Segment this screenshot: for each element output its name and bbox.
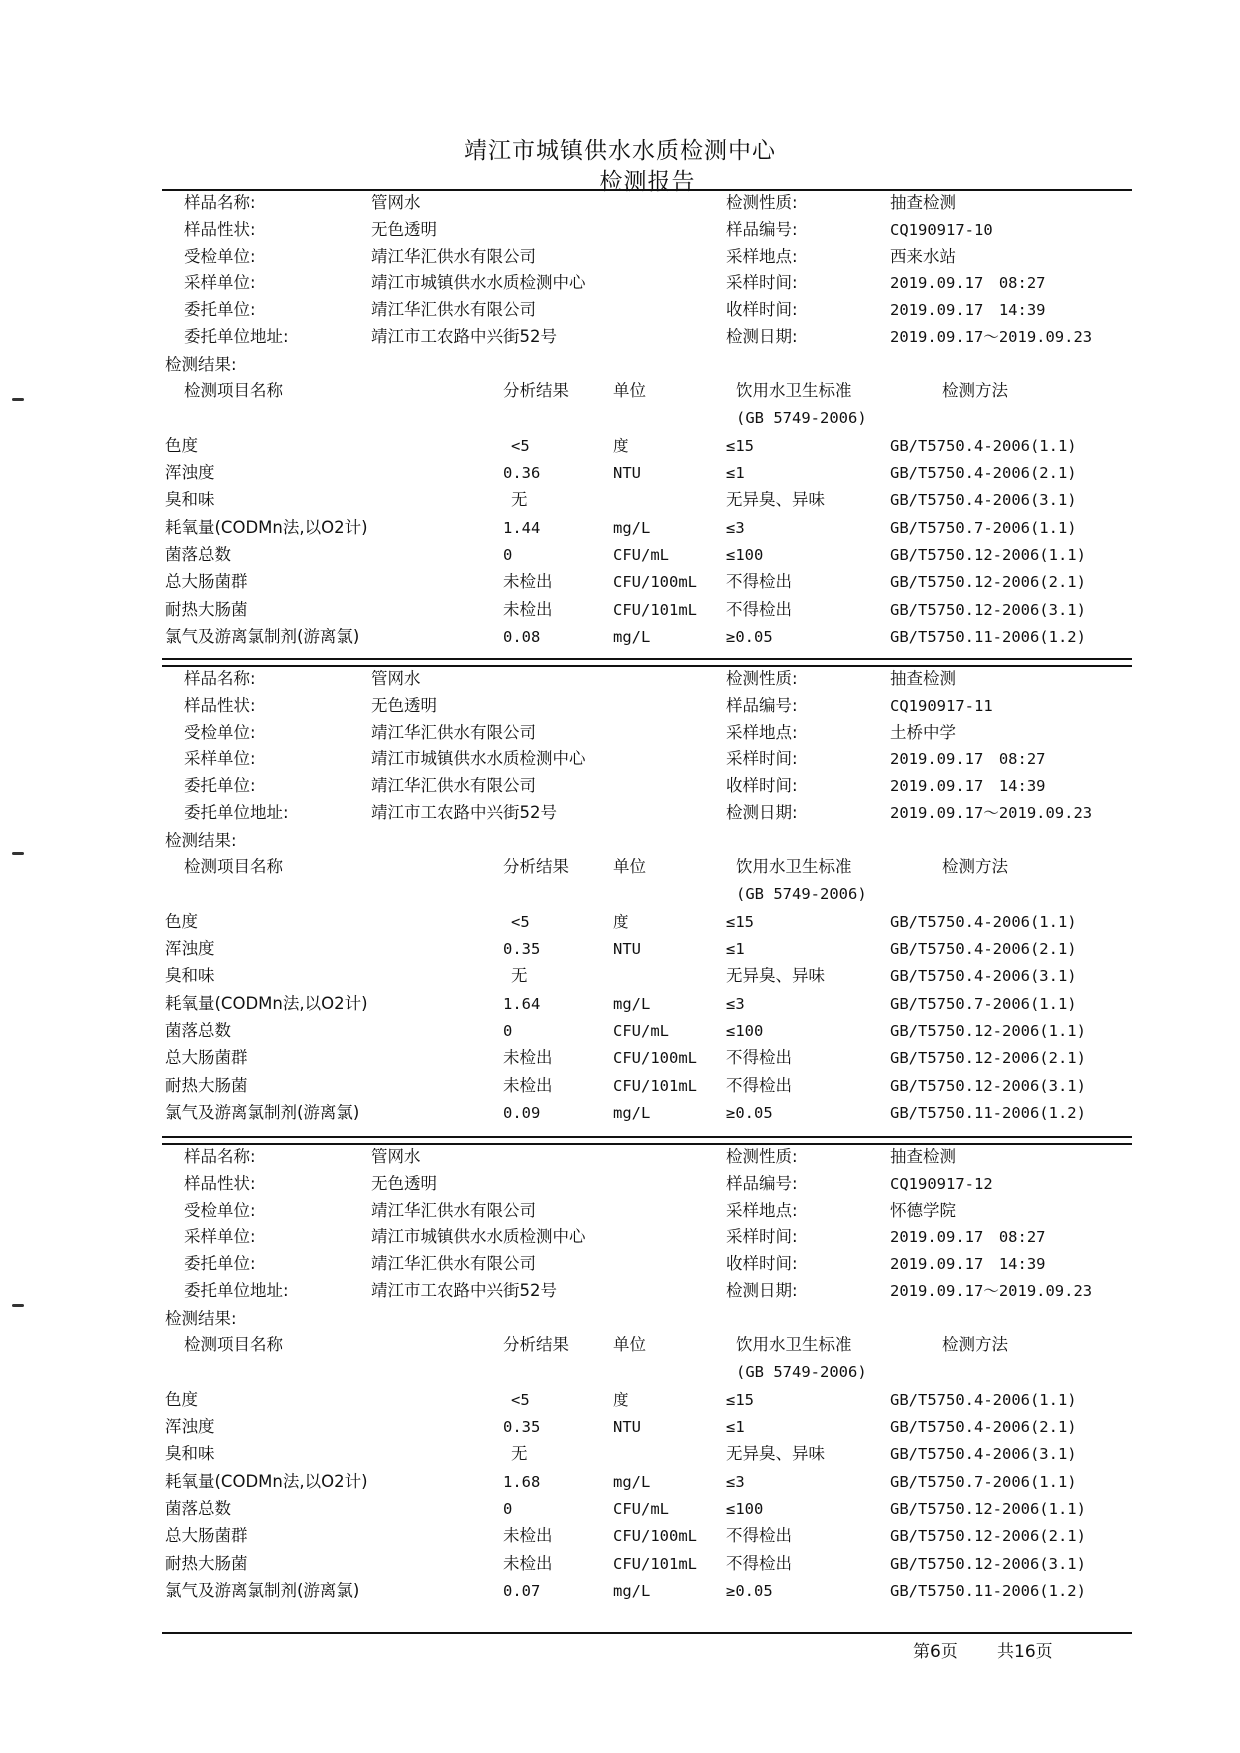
cell-result: 1.64 xyxy=(503,994,541,1013)
col-header-item: 检测项目名称 xyxy=(184,1334,283,1354)
value-sample-state: 无色透明 xyxy=(371,1173,437,1193)
label-receipt-time: 收样时间: xyxy=(726,300,798,320)
cell-result: 未检出 xyxy=(503,599,553,619)
section-rule xyxy=(162,665,1132,667)
cell-standard: ≤3 xyxy=(726,994,745,1013)
results-heading: 检测结果: xyxy=(165,830,237,850)
label-inspected-unit: 受检单位: xyxy=(184,246,256,266)
cell-method: GB/T5750.4-2006(3.1) xyxy=(890,491,1077,510)
label-test-nature: 检测性质: xyxy=(726,1147,798,1166)
value-sampling-time: 2019.09.17 08:27 xyxy=(890,1228,1046,1247)
cell-result: 未检出 xyxy=(503,572,553,592)
value-sample-name: 管网水 xyxy=(371,1147,421,1166)
cell-item: 耗氧量(CODMn法,以O2计) xyxy=(165,993,368,1013)
cell-result: 无 xyxy=(511,490,528,510)
cell-item: 臭和味 xyxy=(165,1444,215,1464)
value-test-date: 2019.09.17～2019.09.23 xyxy=(890,328,1093,346)
col-header-standard: 饮用水卫生标准 xyxy=(736,380,852,400)
col-header-unit: 单位 xyxy=(613,856,646,876)
label-inspected-unit: 受检单位: xyxy=(184,722,256,742)
section-rule xyxy=(162,658,1132,660)
cell-method: GB/T5750.12-2006(3.1) xyxy=(890,1076,1086,1095)
cell-standard: 不得检出 xyxy=(726,1526,792,1546)
cell-result: <5 xyxy=(511,912,530,931)
label-client-unit: 委托单位: xyxy=(184,300,256,320)
cell-unit: mg/L xyxy=(613,518,651,537)
cell-item: 臭和味 xyxy=(165,490,215,510)
cell-standard: 不得检出 xyxy=(726,599,792,619)
value-receipt-time: 2019.09.17 14:39 xyxy=(890,777,1046,796)
col-header-standard-ref: (GB 5749-2006) xyxy=(736,1362,867,1381)
value-sample-name: 管网水 xyxy=(371,193,421,212)
label-sampling-unit: 采样单位: xyxy=(184,273,256,293)
cell-unit: mg/L xyxy=(613,627,651,646)
report-title: 检测报告 xyxy=(599,169,696,195)
value-sample-name: 管网水 xyxy=(371,669,421,688)
cell-result: 0 xyxy=(503,1022,513,1040)
label-sampling-site: 采样地点: xyxy=(726,722,798,742)
cell-item: 总大肠菌群 xyxy=(165,572,248,592)
col-header-unit: 单位 xyxy=(613,380,646,400)
label-sample-name: 样品名称: xyxy=(184,193,256,212)
value-sample-no: CQ190917-11 xyxy=(890,696,993,715)
label-client-address: 委托单位地址: xyxy=(184,803,289,822)
label-sample-state: 样品性状: xyxy=(184,219,256,239)
cell-unit: 度 xyxy=(613,1390,629,1409)
cell-unit: mg/L xyxy=(613,994,651,1013)
cell-standard: ≤3 xyxy=(726,518,745,537)
cell-standard: 不得检出 xyxy=(726,1048,792,1068)
cell-unit: CFU/100mL xyxy=(613,1527,697,1546)
cell-method: GB/T5750.4-2006(1.1) xyxy=(890,912,1077,931)
cell-result: 1.68 xyxy=(503,1472,541,1491)
cell-method: GB/T5750.12-2006(1.1) xyxy=(890,546,1086,564)
cell-result: 0.09 xyxy=(503,1103,541,1122)
value-sample-no: CQ190917-10 xyxy=(890,220,993,239)
org-title: 靖江市城镇供水水质检测中心 xyxy=(464,138,776,164)
results-heading: 检测结果: xyxy=(165,354,237,374)
cell-result: 未检出 xyxy=(503,1526,553,1546)
col-header-method: 检测方法 xyxy=(942,380,1008,400)
label-test-nature: 检测性质: xyxy=(726,669,798,688)
cell-item: 耐热大肠菌 xyxy=(165,599,248,619)
cell-standard: ≥0.05 xyxy=(726,1103,773,1122)
cell-standard: ≤15 xyxy=(726,912,754,931)
value-sampling-time: 2019.09.17 08:27 xyxy=(890,750,1046,769)
cell-result: 0.36 xyxy=(503,464,541,483)
cell-item: 氯气及游离氯制剂(游离氯) xyxy=(165,1102,360,1122)
cell-method: GB/T5750.11-2006(1.2) xyxy=(890,1103,1086,1122)
col-header-standard-ref: (GB 5749-2006) xyxy=(736,408,867,427)
results-heading: 检测结果: xyxy=(165,1308,237,1328)
cell-method: GB/T5750.12-2006(2.1) xyxy=(890,1527,1086,1546)
col-header-method: 检测方法 xyxy=(942,856,1008,876)
cell-result: 未检出 xyxy=(503,1553,553,1573)
cell-result: 0.07 xyxy=(503,1581,541,1600)
label-test-date: 检测日期: xyxy=(726,803,798,822)
cell-standard: ≤15 xyxy=(726,436,754,455)
cell-standard: 无异臭、异味 xyxy=(726,966,825,986)
cell-standard: ≥0.05 xyxy=(726,627,773,646)
col-header-item: 检测项目名称 xyxy=(184,856,283,876)
value-client-address: 靖江市工农路中兴街52号 xyxy=(371,327,557,346)
value-inspected-unit: 靖江华汇供水有限公司 xyxy=(371,246,536,266)
cell-standard: ≤1 xyxy=(726,1418,745,1437)
label-sample-no: 样品编号: xyxy=(726,1173,798,1193)
label-test-date: 检测日期: xyxy=(726,327,798,346)
value-inspected-unit: 靖江华汇供水有限公司 xyxy=(371,722,536,742)
page-total: 共16页 xyxy=(997,1642,1053,1662)
value-client-address: 靖江市工农路中兴街52号 xyxy=(371,803,557,822)
cell-unit: mg/L xyxy=(613,1472,651,1491)
value-test-nature: 抽查检测 xyxy=(890,669,956,688)
cell-item: 色度 xyxy=(165,911,198,931)
cell-standard: 不得检出 xyxy=(726,1075,792,1095)
value-client-unit: 靖江华汇供水有限公司 xyxy=(371,1254,536,1274)
cell-method: GB/T5750.4-2006(3.1) xyxy=(890,967,1077,986)
label-receipt-time: 收样时间: xyxy=(726,776,798,796)
cell-result: 0.35 xyxy=(503,940,541,959)
value-sampling-unit: 靖江市城镇供水水质检测中心 xyxy=(371,273,586,293)
label-client-unit: 委托单位: xyxy=(184,1254,256,1274)
value-sampling-time: 2019.09.17 08:27 xyxy=(890,274,1046,293)
cell-method: GB/T5750.4-2006(2.1) xyxy=(890,1418,1077,1437)
cell-standard: ≤100 xyxy=(726,546,764,564)
cell-result: 1.44 xyxy=(503,518,541,537)
cell-item: 氯气及游离氯制剂(游离氯) xyxy=(165,626,360,646)
cell-item: 菌落总数 xyxy=(165,1499,231,1518)
cell-method: GB/T5750.12-2006(1.1) xyxy=(890,1500,1086,1518)
cell-method: GB/T5750.7-2006(1.1) xyxy=(890,994,1077,1013)
cell-result: 无 xyxy=(511,1444,528,1464)
cell-item: 氯气及游离氯制剂(游离氯) xyxy=(165,1580,360,1600)
label-sample-name: 样品名称: xyxy=(184,669,256,688)
value-receipt-time: 2019.09.17 14:39 xyxy=(890,1255,1046,1274)
cell-standard: ≤100 xyxy=(726,1500,764,1518)
cell-method: GB/T5750.4-2006(1.1) xyxy=(890,1390,1077,1409)
cell-unit: CFU/mL xyxy=(613,546,669,564)
col-header-item: 检测项目名称 xyxy=(184,380,283,400)
cell-result: 0 xyxy=(503,1500,513,1518)
label-sampling-unit: 采样单位: xyxy=(184,1227,256,1247)
cell-method: GB/T5750.4-2006(1.1) xyxy=(890,436,1077,455)
value-sampling-unit: 靖江市城镇供水水质检测中心 xyxy=(371,1227,586,1247)
cell-method: GB/T5750.4-2006(2.1) xyxy=(890,464,1077,483)
cell-unit: CFU/101mL xyxy=(613,600,697,619)
cell-item: 耐热大肠菌 xyxy=(165,1075,248,1095)
cell-method: GB/T5750.12-2006(1.1) xyxy=(890,1022,1086,1040)
cell-method: GB/T5750.4-2006(2.1) xyxy=(890,940,1077,959)
cell-result: <5 xyxy=(511,436,530,455)
cell-item: 色度 xyxy=(165,1389,198,1409)
label-sample-no: 样品编号: xyxy=(726,219,798,239)
cell-standard: ≤15 xyxy=(726,1390,754,1409)
footer-rule xyxy=(162,1632,1132,1634)
cell-method: GB/T5750.12-2006(2.1) xyxy=(890,573,1086,592)
value-test-date: 2019.09.17～2019.09.23 xyxy=(890,1282,1093,1300)
value-client-unit: 靖江华汇供水有限公司 xyxy=(371,776,536,796)
cell-unit: CFU/mL xyxy=(613,1022,669,1040)
section-rule xyxy=(162,1136,1132,1138)
cell-unit: CFU/101mL xyxy=(613,1076,697,1095)
cell-standard: 无异臭、异味 xyxy=(726,1444,825,1464)
label-test-date: 检测日期: xyxy=(726,1281,798,1300)
cell-item: 耗氧量(CODMn法,以O2计) xyxy=(165,1471,368,1491)
value-test-date: 2019.09.17～2019.09.23 xyxy=(890,804,1093,822)
cell-method: GB/T5750.12-2006(2.1) xyxy=(890,1049,1086,1068)
value-sampling-site: 怀德学院 xyxy=(890,1200,956,1220)
cell-unit: NTU xyxy=(613,940,641,959)
value-sampling-site: 西来水站 xyxy=(890,246,956,266)
value-test-nature: 抽查检测 xyxy=(890,193,956,212)
cell-item: 耐热大肠菌 xyxy=(165,1553,248,1573)
cell-item: 耗氧量(CODMn法,以O2计) xyxy=(165,517,368,537)
label-sampling-time: 采样时间: xyxy=(726,273,798,293)
cell-item: 总大肠菌群 xyxy=(165,1048,248,1068)
cell-item: 浑浊度 xyxy=(165,1417,215,1437)
label-sample-state: 样品性状: xyxy=(184,695,256,715)
value-sampling-site: 土桥中学 xyxy=(890,722,956,742)
cell-unit: CFU/mL xyxy=(613,1500,669,1518)
cell-unit: 度 xyxy=(613,436,629,455)
label-client-unit: 委托单位: xyxy=(184,776,256,796)
cell-result: 无 xyxy=(511,966,528,986)
cell-standard: ≤1 xyxy=(726,940,745,959)
value-sample-no: CQ190917-12 xyxy=(890,1174,993,1193)
col-header-standard-ref: (GB 5749-2006) xyxy=(736,884,867,903)
label-test-nature: 检测性质: xyxy=(726,193,798,212)
cell-item: 浑浊度 xyxy=(165,463,215,483)
value-test-nature: 抽查检测 xyxy=(890,1147,956,1166)
cell-standard: ≤3 xyxy=(726,1472,745,1491)
cell-standard: ≥0.05 xyxy=(726,1581,773,1600)
label-client-address: 委托单位地址: xyxy=(184,327,289,346)
cell-result: <5 xyxy=(511,1390,530,1409)
cell-standard: ≤100 xyxy=(726,1022,764,1040)
label-sampling-site: 采样地点: xyxy=(726,1200,798,1220)
cell-item: 浑浊度 xyxy=(165,939,215,959)
cell-result: 0.35 xyxy=(503,1418,541,1437)
label-receipt-time: 收样时间: xyxy=(726,1254,798,1274)
scan-mark xyxy=(12,398,24,401)
cell-method: GB/T5750.4-2006(3.1) xyxy=(890,1445,1077,1464)
label-sample-name: 样品名称: xyxy=(184,1147,256,1166)
label-sampling-time: 采样时间: xyxy=(726,749,798,769)
scan-mark xyxy=(12,1304,24,1307)
cell-method: GB/T5750.12-2006(3.1) xyxy=(890,1554,1086,1573)
label-client-address: 委托单位地址: xyxy=(184,1281,289,1300)
cell-unit: CFU/101mL xyxy=(613,1554,697,1573)
label-sampling-time: 采样时间: xyxy=(726,1227,798,1247)
cell-unit: mg/L xyxy=(613,1581,651,1600)
page-number: 第6页 xyxy=(913,1642,958,1662)
label-sampling-site: 采样地点: xyxy=(726,246,798,266)
cell-item: 色度 xyxy=(165,435,198,455)
cell-unit: mg/L xyxy=(613,1103,651,1122)
cell-result: 0.08 xyxy=(503,627,541,646)
col-header-result: 分析结果 xyxy=(503,856,569,876)
value-client-address: 靖江市工农路中兴街52号 xyxy=(371,1281,557,1300)
label-inspected-unit: 受检单位: xyxy=(184,1200,256,1220)
col-header-unit: 单位 xyxy=(613,1334,646,1354)
value-sample-state: 无色透明 xyxy=(371,695,437,715)
value-inspected-unit: 靖江华汇供水有限公司 xyxy=(371,1200,536,1220)
section-rule xyxy=(162,1143,1132,1145)
cell-standard: 无异臭、异味 xyxy=(726,490,825,510)
cell-result: 未检出 xyxy=(503,1048,553,1068)
value-sample-state: 无色透明 xyxy=(371,219,437,239)
cell-item: 菌落总数 xyxy=(165,1021,231,1040)
cell-method: GB/T5750.11-2006(1.2) xyxy=(890,1581,1086,1600)
cell-item: 臭和味 xyxy=(165,966,215,986)
cell-standard: 不得检出 xyxy=(726,572,792,592)
cell-standard: 不得检出 xyxy=(726,1553,792,1573)
value-receipt-time: 2019.09.17 14:39 xyxy=(890,301,1046,320)
cell-unit: CFU/100mL xyxy=(613,1049,697,1068)
col-header-standard: 饮用水卫生标准 xyxy=(736,856,852,876)
cell-unit: NTU xyxy=(613,1418,641,1437)
cell-unit: 度 xyxy=(613,912,629,931)
cell-method: GB/T5750.12-2006(3.1) xyxy=(890,600,1086,619)
cell-method: GB/T5750.11-2006(1.2) xyxy=(890,627,1086,646)
cell-result: 0 xyxy=(503,546,513,564)
cell-method: GB/T5750.7-2006(1.1) xyxy=(890,518,1077,537)
label-sample-state: 样品性状: xyxy=(184,1173,256,1193)
value-sampling-unit: 靖江市城镇供水水质检测中心 xyxy=(371,749,586,769)
cell-unit: NTU xyxy=(613,464,641,483)
cell-item: 菌落总数 xyxy=(165,545,231,564)
value-client-unit: 靖江华汇供水有限公司 xyxy=(371,300,536,320)
col-header-standard: 饮用水卫生标准 xyxy=(736,1334,852,1354)
col-header-result: 分析结果 xyxy=(503,380,569,400)
label-sample-no: 样品编号: xyxy=(726,695,798,715)
cell-standard: ≤1 xyxy=(726,464,745,483)
cell-result: 未检出 xyxy=(503,1075,553,1095)
cell-item: 总大肠菌群 xyxy=(165,1526,248,1546)
col-header-result: 分析结果 xyxy=(503,1334,569,1354)
label-sampling-unit: 采样单位: xyxy=(184,749,256,769)
scan-mark xyxy=(12,852,24,855)
cell-unit: CFU/100mL xyxy=(613,573,697,592)
col-header-method: 检测方法 xyxy=(942,1334,1008,1354)
section-rule xyxy=(162,189,1132,191)
cell-method: GB/T5750.7-2006(1.1) xyxy=(890,1472,1077,1491)
